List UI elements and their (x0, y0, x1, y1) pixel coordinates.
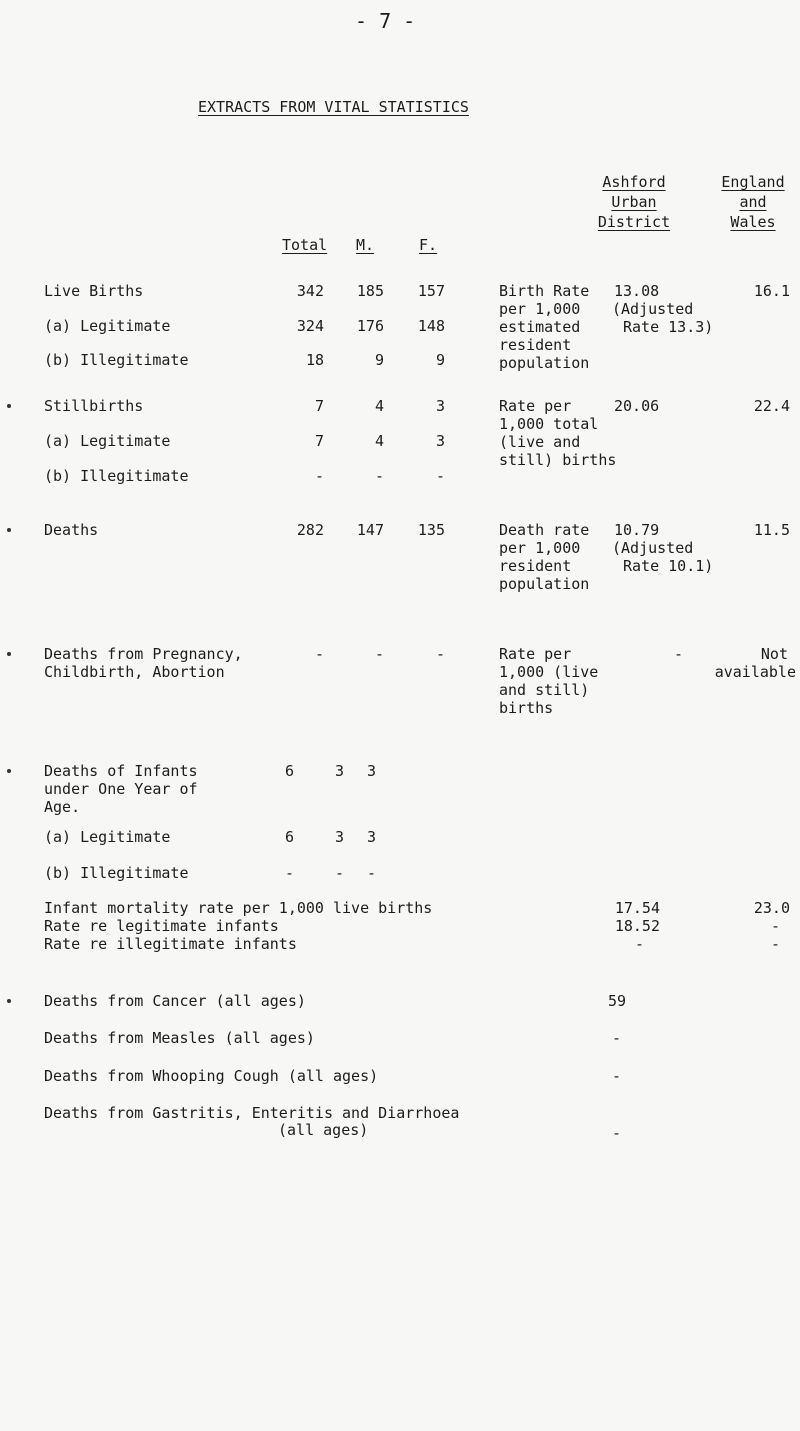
header-total: Total (282, 236, 328, 254)
infants-legit-m: 3 (334, 828, 344, 846)
birth-rate-desc-3: estimated (499, 318, 581, 336)
infants-legit-total: 6 (284, 828, 294, 846)
stillbirths-illegit-label: (b) Illegitimate (44, 467, 189, 485)
live-births-legit-m: 176 (356, 317, 384, 335)
legit-rate-ashford: 18.52 (614, 917, 660, 935)
header-england-1: England (721, 173, 785, 191)
stillbirths-total: 7 (314, 397, 324, 415)
header-ashford-1: Ashford (602, 173, 666, 191)
live-births-legit-label: (a) Legitimate (44, 317, 171, 335)
death-rate-ashford: 10.79 (614, 521, 660, 539)
maternal-rate-desc-4: births (499, 699, 554, 717)
stillbirth-rate-england: 22.4 (753, 397, 790, 415)
measles-label: Deaths from Measles (all ages) (44, 1029, 315, 1047)
live-births-m: 185 (356, 282, 384, 300)
stillbirth-rate-desc-4: still) births (499, 451, 617, 469)
header-female: F. (419, 236, 438, 254)
live-births-illegit-label: (b) Illegitimate (44, 351, 189, 369)
infants-label-1: Deaths of Infants (44, 762, 198, 780)
birth-rate-adjusted-1: (Adjusted (612, 300, 694, 318)
infants-label-3: Age. (44, 798, 81, 816)
birth-rate-desc-2: per 1,000 (499, 300, 581, 318)
gastritis-value: - (612, 1124, 622, 1142)
infants-total: 6 (284, 762, 294, 780)
maternal-f: - (435, 645, 445, 663)
infants-illegit-m: - (334, 864, 344, 882)
stillbirths-label: Stillbirths (44, 397, 144, 415)
maternal-m: - (374, 645, 384, 663)
live-births-f: 157 (417, 282, 445, 300)
maternal-rate-ashford: - (674, 645, 684, 663)
infant-mortality-england: 23.0 (753, 899, 790, 917)
page-number: - 7 - (355, 9, 416, 33)
page-title: EXTRACTS FROM VITAL STATISTICS (198, 98, 469, 116)
section-bullet (7, 404, 11, 408)
maternal-label-2: Childbirth, Abortion (44, 663, 225, 681)
live-births-illegit-total: 18 (305, 351, 324, 369)
header-england-2: and (739, 193, 767, 211)
maternal-total: - (314, 645, 324, 663)
maternal-rate-england-2: available (714, 663, 796, 681)
whooping-cough-value: - (612, 1067, 622, 1085)
infants-f: 3 (366, 762, 376, 780)
deaths-total: 282 (296, 521, 324, 539)
header-ashford-2: Urban (611, 193, 657, 211)
stillbirths-legit-f: 3 (435, 432, 445, 450)
infant-mortality-label: Infant mortality rate per 1,000 live births (44, 899, 433, 917)
infants-legit-label: (a) Legitimate (44, 828, 171, 846)
maternal-label-1: Deaths from Pregnancy, (44, 645, 243, 663)
stillbirths-illegit-f: - (435, 467, 445, 485)
stillbirth-rate-desc-2: 1,000 total (499, 415, 599, 433)
maternal-rate-desc-3: and still) (499, 681, 590, 699)
infants-m: 3 (334, 762, 344, 780)
birth-rate-desc-1: Birth Rate (499, 282, 590, 300)
gastritis-label: Deaths from Gastritis, Enteritis and Diarrhoea (44, 1104, 460, 1122)
live-births-legit-total: 324 (296, 317, 324, 335)
birth-rate-desc-4: resident (499, 336, 572, 354)
live-births-illegit-m: 9 (374, 351, 384, 369)
stillbirth-rate-desc-3: (live and (499, 433, 581, 451)
gastritis-label-2: (all ages) (278, 1121, 369, 1139)
deaths-label: Deaths (44, 521, 99, 539)
stillbirth-rate-desc-1: Rate per (499, 397, 572, 415)
header-ashford-3: District (597, 213, 671, 231)
stillbirths-m: 4 (374, 397, 384, 415)
stillbirths-legit-m: 4 (374, 432, 384, 450)
stillbirth-rate-ashford: 20.06 (614, 397, 660, 415)
maternal-rate-england-1: Not (760, 645, 788, 663)
stillbirths-legit-label: (a) Legitimate (44, 432, 171, 450)
legit-rate-england: - (770, 917, 780, 935)
live-births-total: 342 (296, 282, 324, 300)
maternal-rate-desc-1: Rate per (499, 645, 572, 663)
birth-rate-adjusted-2: Rate 13.3) (623, 318, 714, 336)
death-rate-adjusted-1: (Adjusted (612, 539, 694, 557)
infants-legit-f: 3 (366, 828, 376, 846)
birth-rate-desc-5: population (499, 354, 590, 372)
infants-illegit-label: (b) Illegitimate (44, 864, 189, 882)
legit-rate-label: Rate re legitimate infants (44, 917, 279, 935)
death-rate-desc-1: Death rate (499, 521, 590, 539)
section-bullet (7, 769, 11, 773)
section-bullet (7, 528, 11, 532)
measles-value: - (612, 1029, 622, 1047)
deaths-m: 147 (356, 521, 384, 539)
deaths-f: 135 (417, 521, 445, 539)
header-england-3: Wales (730, 213, 776, 231)
birth-rate-england: 16.1 (753, 282, 790, 300)
illegit-rate-england: - (770, 935, 780, 953)
death-rate-desc-3: resident (499, 557, 572, 575)
illegit-rate-ashford: - (634, 935, 644, 953)
stillbirths-legit-total: 7 (314, 432, 324, 450)
live-births-label: Live Births (44, 282, 144, 300)
birth-rate-ashford: 13.08 (614, 282, 660, 300)
maternal-rate-desc-2: 1,000 (live (499, 663, 599, 681)
stillbirths-illegit-total: - (314, 467, 324, 485)
header-male: M. (356, 236, 375, 254)
infants-illegit-total: - (284, 864, 294, 882)
live-births-legit-f: 148 (417, 317, 445, 335)
infant-mortality-ashford: 17.54 (614, 899, 660, 917)
death-rate-desc-4: population (499, 575, 590, 593)
death-rate-england: 11.5 (753, 521, 790, 539)
section-bullet (7, 652, 11, 656)
cancer-label: Deaths from Cancer (all ages) (44, 992, 306, 1010)
death-rate-adjusted-2: Rate 10.1) (623, 557, 714, 575)
infants-label-2: under One Year of (44, 780, 198, 798)
infants-illegit-f: - (366, 864, 376, 882)
illegit-rate-label: Rate re illegitimate infants (44, 935, 297, 953)
section-bullet (7, 999, 11, 1003)
stillbirths-illegit-m: - (374, 467, 384, 485)
death-rate-desc-2: per 1,000 (499, 539, 581, 557)
stillbirths-f: 3 (435, 397, 445, 415)
cancer-value: 59 (608, 992, 627, 1010)
whooping-cough-label: Deaths from Whooping Cough (all ages) (44, 1067, 379, 1085)
live-births-illegit-f: 9 (435, 351, 445, 369)
